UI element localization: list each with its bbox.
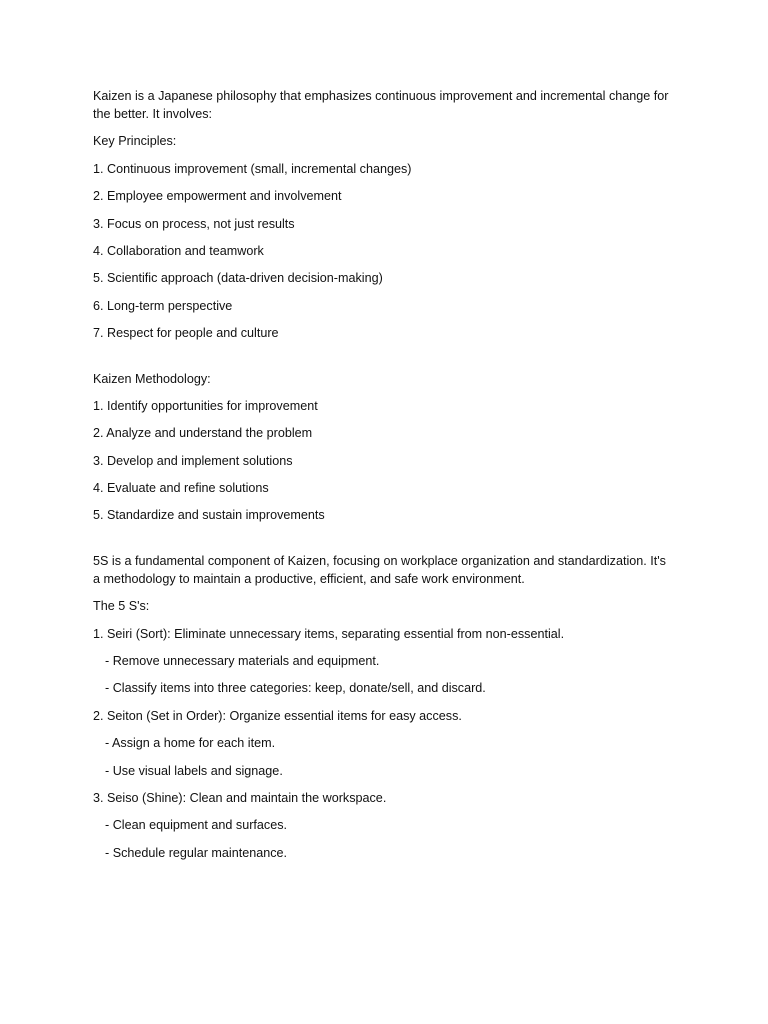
section-spacer <box>93 352 673 370</box>
fives-sub-item: - Schedule regular maintenance. <box>105 845 288 860</box>
principle-item: 7. Respect for people and culture <box>93 326 279 341</box>
methodology-heading: Kaizen Methodology: <box>93 371 211 386</box>
methodology-item: 2. Analyze and understand the problem <box>93 426 313 441</box>
principle-item: 1. Continuous improvement (small, incremental changes) <box>93 161 412 176</box>
fives-item-title: 2. Seiton (Set in Order): Organize essential items for easy access. <box>93 708 462 723</box>
principles-heading: Key Principles: <box>93 134 177 149</box>
methodology-item: 5. Standardize and sustain improvements <box>93 508 325 523</box>
fives-item-title: 3. Seiso (Shine): Clean and maintain the workspace. <box>93 790 387 805</box>
intro-paragraph: Kaizen is a Japanese philosophy that emphasizes continuous improvement and incremental change for the better. It involves: <box>93 89 669 121</box>
principle-item: 3. Focus on process, not just results <box>93 216 295 231</box>
fives-sub-item: - Assign a home for each item. <box>105 736 276 751</box>
fives-heading: The 5 S's: <box>93 599 150 614</box>
methodology-item: 4. Evaluate and refine solutions <box>93 481 269 496</box>
principle-item: 4. Collaboration and teamwork <box>93 243 264 258</box>
fives-sub-item: - Classify items into three categories: keep, donate/sell, and discard. <box>105 681 486 696</box>
section-spacer <box>93 534 673 552</box>
methodology-item: 1. Identify opportunities for improvement <box>93 398 318 413</box>
principle-item: 6. Long-term perspective <box>93 298 233 313</box>
fives-item-title: 1. Seiri (Sort): Eliminate unnecessary items, separating essential from non-essential. <box>93 626 565 641</box>
fives-intro-paragraph: 5S is a fundamental component of Kaizen, focusing on workplace organization and standardization. It's a methodology to maintain a productive, efficient, and safe work environment. <box>93 553 666 586</box>
principle-item: 2. Employee empowerment and involvement <box>93 189 342 204</box>
fives-sub-item: - Use visual labels and signage. <box>105 763 283 778</box>
document-body <box>93 87 673 871</box>
methodology-item: 3. Develop and implement solutions <box>93 453 293 468</box>
fives-sub-item: - Clean equipment and surfaces. <box>105 818 288 833</box>
fives-sub-item: - Remove unnecessary materials and equipment. <box>105 654 380 669</box>
principle-item: 5. Scientific approach (data-driven decision-making) <box>93 271 383 286</box>
